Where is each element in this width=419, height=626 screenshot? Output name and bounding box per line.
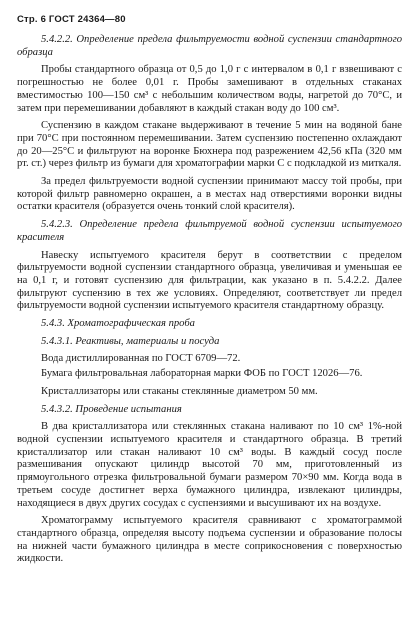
paragraph: Хроматограмму испытуемого красителя сравнивают с хроматограммой стандартного образца, определяя высоту подъема суспензии и образование полосы на нижней части бумажного цилиндра в месте соприкосновения с поверхностью жидкости. bbox=[17, 515, 402, 565]
section-heading-5-4-3-2: 5.4.3.2. Проведение испытания bbox=[41, 403, 182, 415]
section-heading-5-4-3: 5.4.3. Хроматографическая проба bbox=[41, 318, 195, 330]
paragraph: В два кристаллизатора или стеклянных стакана наливают по 10 см³ 1%-ной водной суспензии испытуемого красителя и стандартного образца. В третий кристаллизатор или стакан наливают 10 см³ воды. В каждый сосуд после размешивания опускают цилиндр высотой 70 мм, приготовленный из прямоугольного отрезка фильтровальной бумаги размером 70×90 мм. Когда вода в третьем сосуде достигнет верха бумажного цилиндра, извлекают цилиндры, находящиеся в двух других сосудах с суспензиями и высушивают их на воздухе. bbox=[17, 421, 402, 509]
paragraph: Вода дистиллированная по ГОСТ 6709—72. bbox=[41, 353, 241, 365]
paragraph: Пробы стандартного образца от 0,5 до 1,0 г с интервалом в 0,1 г взвешивают с погрешностью не более 0,01 г. Пробы замешивают в отдельных стаканах вместимостью 100—150 см³ с небольшим количеством воды, нагретой до 70°С, и затем при перемешивании добавляют в каждый стакан воду до 100 см³. bbox=[17, 64, 402, 114]
section-heading-5-4-3-1: 5.4.3.1. Реактивы, материалы и посуда bbox=[41, 335, 220, 347]
section-heading-5-4-2-3: 5.4.2.3. Определение предела фильтруемой водной суспензии испытуемого красителя bbox=[17, 219, 402, 243]
paragraph: За предел фильтруемости водной суспензии принимают массу той пробы, при которой фильтр равномерно окрашен, а в местах над отверстиями воронки видны остатки красителя (образуется очень тонкий слой красителя). bbox=[17, 176, 402, 213]
document-body bbox=[17, 34, 402, 566]
paragraph: Кристаллизаторы или стаканы стеклянные диаметром 50 мм. bbox=[41, 385, 318, 397]
paragraph: Бумага фильтровальная лабораторная марки ФОБ по ГОСТ 12026—76. bbox=[41, 368, 363, 380]
paragraph: Суспензию в каждом стакане выдерживают в течение 5 мин на водяной бане при 70°С при постоянном перемешивании. Затем суспензию постепенно охлаждают до 20—25°С и фильтруют на воронке Бюхнера под разрежением 42,56 кПа (320 мм рт. ст.) через фильтр из бумаги для хроматографии марки С с подкладкой из миткаля. bbox=[17, 120, 402, 170]
paragraph: Навеску испытуемого красителя берут в соответствии с пределом фильтруемости водной суспензии стандартного образца, увеличивая и уменьшая ее на 0,1 г, и готовят суспензию для фильтрации, как указано в п. 5.4.2.2. Далее фильтруют суспензию в тех же условиях. Определяют, соответствует ли предел фильтруемости водной суспензии испытуемого красителя стандартному образцу. bbox=[17, 249, 402, 312]
section-heading-5-4-2-2: 5.4.2.2. Определение предела фильтруемости водной суспензии стандартного образца bbox=[17, 34, 402, 58]
page-header: Стр. 6 ГОСТ 24364—80 bbox=[17, 14, 126, 25]
